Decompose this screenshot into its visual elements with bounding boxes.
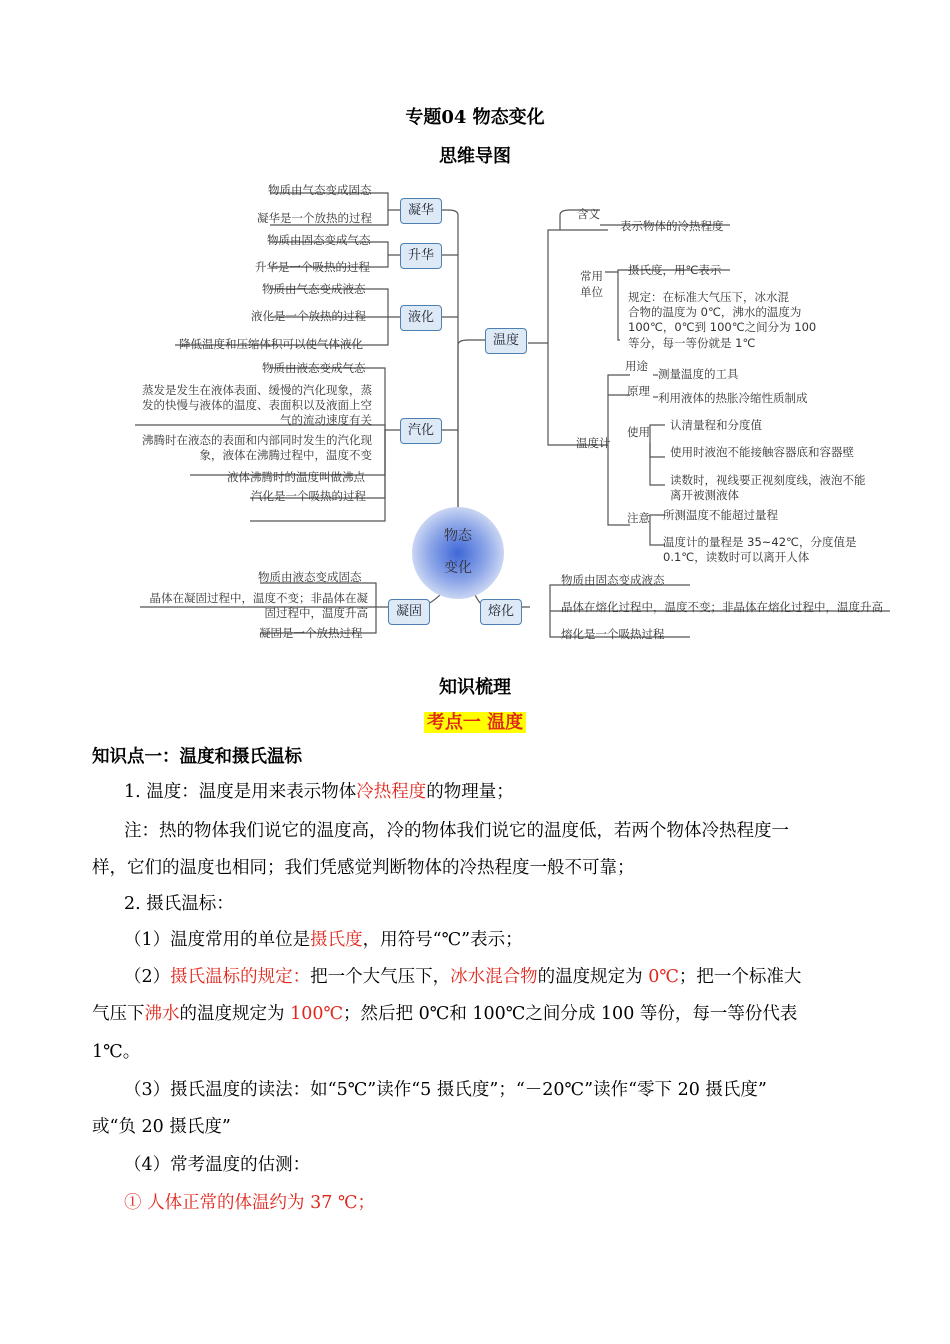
ninggu-crystal-1: 晶体在凝固过程中，温度不变；非晶体在凝 [149,591,368,605]
qihua-boiling-point: 液体沸腾时的温度叫做沸点 [227,470,365,484]
node-yehua: 液化 [400,305,442,331]
wendu-guiding-1: 规定：在标准大气压下，冰水混 [628,290,789,304]
wendu-hanyi-text: 表示物体的冷热程度 [620,219,724,233]
qihua-boiling-2: 象，液体在沸腾过程中，温度不变 [199,448,372,462]
p5-red-1: 摄氏温标的规定： [170,967,311,987]
wenduji-shiyong: 使用 [627,425,650,439]
p5l2-red-1: 沸水 [144,1004,180,1024]
p5-red-3: 0℃ [648,967,679,987]
ronghua-crystal: 晶体在熔化过程中，温度不变；非晶体在熔化过程中，温度升高 [561,600,883,614]
p5-a: （2） [124,967,171,987]
node-ninghua: 凝华 [400,198,442,224]
ninggu-def: 物质由液态变成固态 [258,570,362,584]
para-6-line-1: （3）摄氏温度的读法：如“5℃”读作“5 摄氏度”；“－20℃”读作“零下 20 摄氏度” [124,1080,767,1100]
wenduji-shiyong-3a: 读数时，视线要正视刻度线，液泡不能 [670,473,866,487]
para-1-text-a: 1. 温度：温度是用来表示物体 [124,782,357,802]
center-node [412,507,504,599]
wenduji-zhuyi-2b: 0.1℃，读数时可以离开人体 [663,550,810,564]
p5l2-c: ；然后把 0℃和 100℃之间分成 100 等份，每一等份代表 [343,1004,798,1024]
p5-c: 的温度规定为 [537,967,649,987]
para-4 [124,929,523,951]
qihua-heat: 汽化是一个吸热的过程 [251,489,366,503]
para-7: （4）常考温度的估测： [124,1155,311,1175]
para-2-line-2: 样，它们的温度也相同；我们凭感觉判断物体的冷热程度一般不可靠； [92,858,635,878]
wenduji-zhuyi: 注意 [627,511,650,525]
mind-map [130,175,910,650]
wendu-danwei-2: 单位 [580,285,603,299]
wenduji-zhuyi-1: 所测温度不能超过量程 [663,508,778,522]
wenduji-shiyong-1: 认清量程和分度值 [670,418,762,432]
para-3: 2. 摄氏温标： [124,894,234,914]
wendu-guiding-3: 100℃，0℃到 100℃之间分为 100 [628,320,817,334]
mindmap-title: 思维导图 [439,146,511,167]
kaodian-row [0,708,950,734]
wenduji-zhuyi-2a: 温度计的量程是 35~42℃，分度值是 [663,535,857,549]
ronghua-def: 物质由固态变成液态 [561,573,665,587]
shenghua-heat: 升华是一个吸热的过程 [255,260,370,274]
heading-knowledge-1: 知识点一：温度和摄氏温标 [92,747,302,767]
wenduji-yuanli: 原理 [627,384,650,398]
yehua-def: 物质由气态变成液态 [262,282,366,296]
p5-b: 把一个大气压下， [310,967,451,987]
p5l2-red-2: 100℃ [290,1004,344,1024]
ninggu-heat: 凝固是一个放热过程 [259,626,363,640]
para-6-line-2: 或“负 20 摄氏度” [92,1117,231,1137]
node-shenghua: 升华 [400,243,442,269]
shenghua-def: 物质由固态变成气态 [267,233,371,247]
para-1-text-b: 的物理量； [426,782,514,802]
center-label-1: 物态 [444,528,472,544]
ronghua-heat: 熔化是一个吸热过程 [561,627,665,641]
p5-red-2: 冰水混合物 [450,967,538,987]
para-2-line-1: 注：热的物体我们说它的温度高，冷的物体我们说它的温度低，若两个物体冷热程度一 [124,821,789,841]
para-4-text-a: （1）温度常用的单位是 [124,930,311,950]
wendu-guiding-4: 等分，每一等份就是 1℃ [628,336,756,350]
node-ninggu: 凝固 [388,599,430,625]
wenduji-yongtu-text: 测量温度的工具 [658,367,739,381]
para-4-red: 摄氏度 [310,930,363,950]
para-5-line-3: 1℃。 [92,1042,141,1062]
p5-d: ；把一个标准大 [678,967,802,987]
qihua-boiling-1: 沸腾时在液态的表面和内部同时发生的汽化现 [142,433,372,447]
para-1-red: 冷热程度 [356,782,427,802]
para-1 [124,781,514,803]
node-wendu: 温度 [485,328,527,354]
ninghua-def: 物质由气态变成固态 [268,183,372,197]
wenduji-shiyong-2: 使用时液泡不能接触容器底和容器壁 [670,445,854,459]
p5l2-a: 气压下 [92,1004,145,1024]
qihua-evaporation-1: 蒸发是发生在液体表面、缓慢的汽化现象，蒸 [142,383,372,397]
section-title: 知识梳理 [439,677,511,698]
para-4-text-b: ，用符号“℃”表示； [362,930,523,950]
node-qihua: 汽化 [400,418,442,444]
kaodian-title: 考点一 温度 [424,712,526,733]
wendu-guiding-2: 合物的温度为 0℃，沸水的温度为 [628,305,802,319]
qihua-evaporation-2: 发的快慢与液体的温度、表面积以及液面上空 [142,398,372,412]
document-title: 专题04 物态变化 [405,107,545,128]
wendu-sheshidu: 摄氏度，用℃表示 [628,263,722,277]
wendu-danwei-1: 常用 [580,269,603,283]
center-label-2: 变化 [444,560,472,576]
qihua-def: 物质由液态变成气态 [262,361,366,375]
wendu-hanyi: 含义 [577,207,600,221]
para-5-line-2 [92,1003,797,1025]
wenduji-yongtu: 用途 [625,359,648,373]
wenduji-yuanli-text: 利用液体的热胀冷缩性质制成 [658,391,808,405]
para-5-line-1 [124,966,801,988]
yehua-heat: 液化是一个放热的过程 [251,309,366,323]
p5l2-b: 的温度规定为 [179,1004,291,1024]
wenduji-shiyong-3b: 离开被测液体 [670,488,739,502]
para-8: ① 人体正常的体温约为 37 ℃； [124,1193,376,1213]
ninggu-crystal-2: 固过程中，温度升高 [264,606,368,620]
wenduji-label: 温度计 [576,436,611,450]
node-ronghua: 熔化 [480,599,522,625]
ninghua-heat: 凝华是一个放热的过程 [257,211,372,225]
qihua-evaporation-3: 气的流动速度有关 [280,413,372,427]
yehua-method: 降低温度和压缩体积可以使气体液化 [179,337,363,351]
